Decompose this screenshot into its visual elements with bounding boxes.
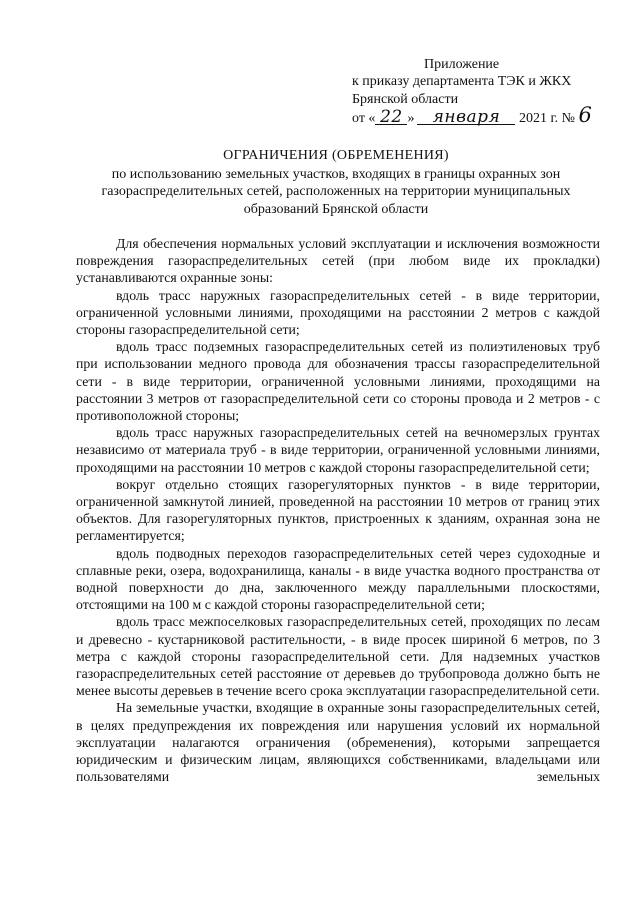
date-day: 22 — [375, 110, 407, 125]
paragraph: вокруг отдельно стоящих газорегуляторных пунктов - в виде территории, ограниченной замкнутой линией, проведенной на расстоянии 10 метров от границ этих объектов. Для газорегуляторных пунктов, пристроенных к зданиям, охранная зона не регламентируется; — [76, 476, 600, 544]
paragraph: вдоль подводных переходов газораспределительных сетей через судоходные и сплавные реки, озера, водохранилища, каналы - в виде участка водного пространства от водной поверхности до дна, заключенного между параллельными плоскостями, отстоящими на 100 м с каждой стороны газораспределительной сети; — [76, 545, 600, 613]
paragraph: Для обеспечения нормальных условий эксплуатации и исключения возможности повреждения газораспределительных сетей (при любом виде их прокладки) устанавливаются охранные зоны: — [76, 236, 600, 286]
paragraph: вдоль трасс наружных газораспределительных сетей на вечномерзлых грунтах независимо от материала труб - в виде территории, ограниченной условными линиями, проходящими на расстоянии 10 метров с каждой стороны газораспределительной сети; — [76, 425, 600, 475]
appendix-order-line: к приказу департамента ТЭК и ЖКХ — [352, 74, 572, 90]
date-month: января — [417, 110, 515, 125]
paragraph: вдоль трасс наружных газораспределительных сетей - в виде территории, ограниченной условными линиями, проходящими на расстоянии 2 метров с каждой стороны газораспределительной сети; — [76, 287, 600, 338]
paragraph: На земельные участки, входящие в охранные зоны газораспределительных сетей, в целях предупреждения их повреждения или нарушения условий их нормальной эксплуатации налагаются ограничения (обременения), которыми запрещается юридическим и физическим лицам, являющихся собственниками, владельцами или пользователями земельных — [76, 700, 600, 785]
appendix-date-line — [352, 103, 593, 128]
date-prefix: от « — [352, 111, 376, 127]
document-heading — [76, 147, 596, 218]
document-title: ОГРАНИЧЕНИЯ (ОБРЕМЕНЕНИЯ) — [223, 148, 449, 163]
document-body — [76, 235, 600, 786]
date-mid: » — [407, 111, 415, 127]
document-subtitle: по использованию земельных участков, входящих в границы охранных зон газораспределительных сетей, расположенных на территории муниципальных образований Брянской области — [101, 166, 571, 217]
paragraph: вдоль трасс межпоселковых газораспределительных сетей, проходящих по лесам и древесно - кустарниковой растительности, - в виде просек шириной 6 метров, по 3 метра с каждой стороны газораспределительной сети. Для надземных участков газораспределительных сетей расстояние от деревьев до трубопровода должно быть не менее высоты деревьев в течение всего срока эксплуатации газораспределительной сети. — [76, 614, 600, 699]
date-year: 2021 г. № — [518, 111, 575, 127]
appendix-title: Приложение — [424, 57, 500, 72]
appendix-region-line: Брянской области — [352, 91, 459, 107]
paragraph: вдоль трасс подземных газораспределительных сетей из полиэтиленовых труб при использовании медного провода для обозначения трассы газораспределительной сети - в виде территории, ограниченной условными линиями, проходящими на расстоянии 3 метров от газораспределительной сети со стороны провода и 2 метров - с противоположной стороны; — [76, 339, 600, 424]
appendix-block — [352, 56, 592, 128]
date-number: 6 — [578, 103, 593, 128]
